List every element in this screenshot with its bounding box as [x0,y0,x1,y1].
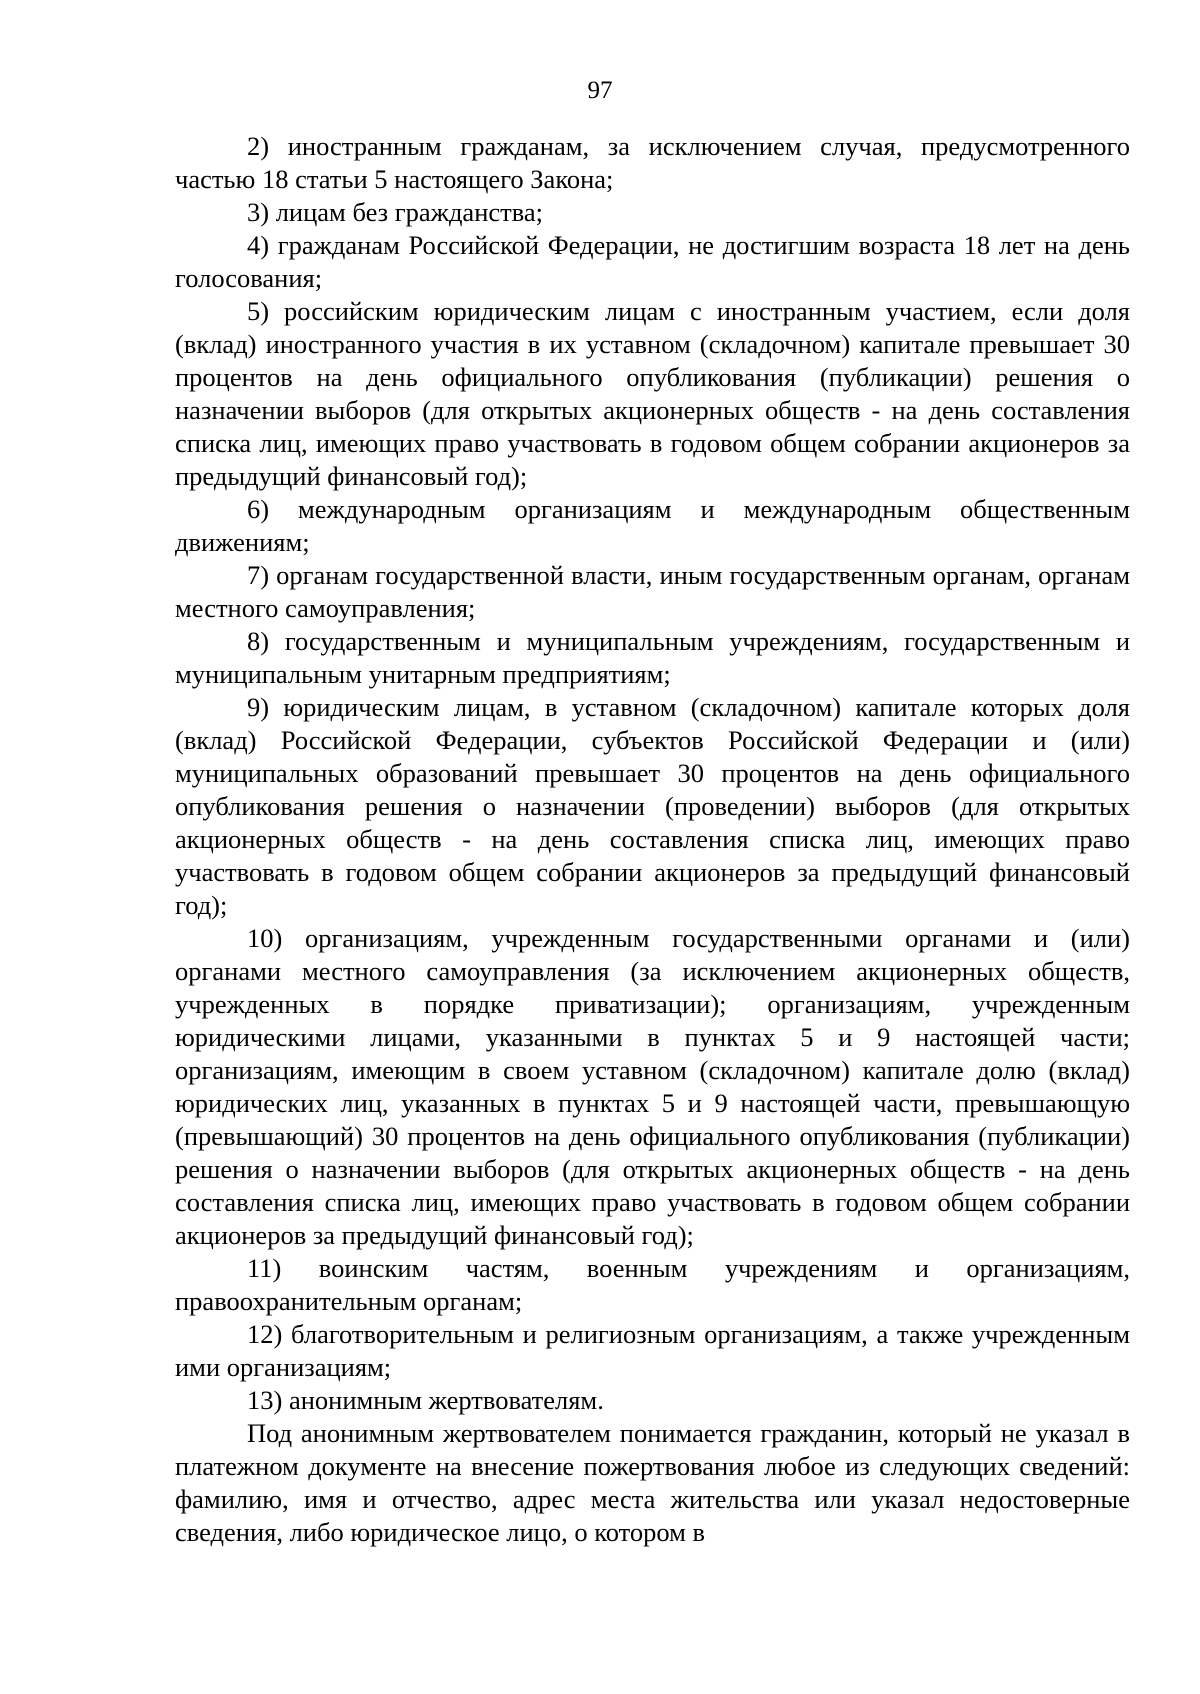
paragraph-item-8: 8) государственным и муниципальным учреждениям, государственным и муниципальным унитарным предприятиям; [175,626,1130,689]
paragraph-item-6: 6) международным организациям и международным общественным движениям; [175,494,1130,557]
page-number: 97 [587,77,613,104]
body-text [175,130,1130,1549]
paragraph-item-7: 7) органам государственной власти, иным государственным органам, органам местного самоуправления; [175,560,1130,623]
paragraph-item-12: 12) благотворительным и религиозным организациям, а также учрежденным ими организациям; [175,1319,1130,1382]
paragraph-item-2: 2) иностранным гражданам, за исключением случая, предусмотренного частью 18 статьи 5 настоящего Закона; [175,131,1130,194]
paragraph-item-13: 13) анонимным жертвователям. [247,1385,604,1415]
paragraph-anonymous-donor-definition: Под анонимным жертвователем понимается гражданин, который не указал в платежном документе на внесение пожертвования любое из следующих сведений: фамилию, имя и отчество, адрес места жительства или указал недостоверные сведения, либо юридическое лицо, о котором в [175,1418,1130,1547]
paragraph-item-11: 11) воинским частям, военным учреждениям и организациям, правоохранительным органам; [175,1253,1130,1316]
paragraph-item-10: 10) организациям, учрежденным государственными органами и (или) органами местного самоуправления (за исключением акционерных обществ, учрежденных в порядке приватизации); организациям, учрежденным юридическими лицами, указанными в пунктах 5 и 9 настоящей части; организациям, имеющим в своем уставном (складочном) капитале долю (вклад) юридических лиц, указанных в пунктах 5 и 9 настоящей части, превышающую (превышающий) 30 процентов на день официального опубликования (публикации) решения о назначении выборов (для открытых акционерных обществ - на день составления списка лиц, имеющих право участвовать в годовом общем собрании акционеров за предыдущий финансовый год); [175,923,1130,1250]
paragraph-item-9: 9) юридическим лицам, в уставном (складочном) капитале которых доля (вклад) Российской Федерации, субъектов Российской Федерации и (или) муниципальных образований превышает 30 процентов на день официального опубликования решения о назначении (проведении) выборов (для открытых акционерных обществ - на день составления списка лиц, имеющих право участвовать в годовом общем собрании акционеров за предыдущий финансовый год); [175,692,1130,920]
paragraph-item-3: 3) лицам без гражданства; [247,197,544,227]
paragraph-item-4: 4) гражданам Российской Федерации, не достигшим возраста 18 лет на день голосования; [175,230,1130,293]
paragraph-item-5: 5) российским юридическим лицам с иностранным участием, если доля (вклад) иностранного участия в их уставном (складочном) капитале превышает 30 процентов на день официального опубликования (публикации) решения о назначении выборов (для открытых акционерных обществ - на день составления списка лиц, имеющих право участвовать в годовом общем собрании акционеров за предыдущий финансовый год); [175,296,1130,491]
